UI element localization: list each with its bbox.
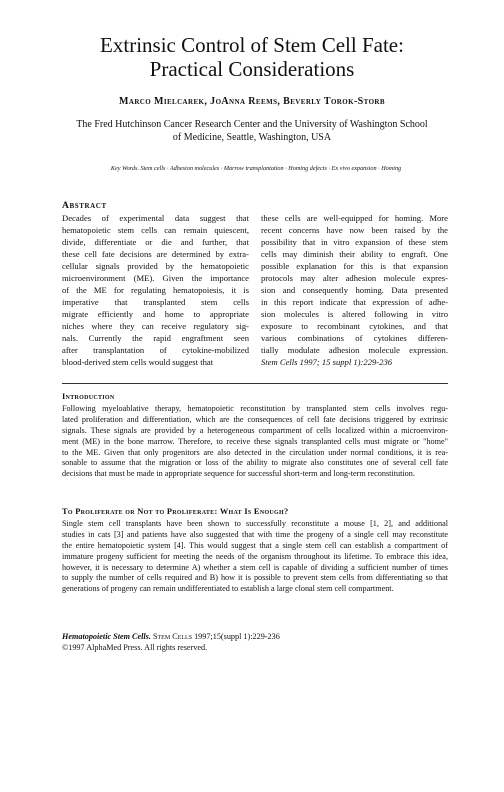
keywords-label: Key Words. — [110, 165, 139, 172]
title-line-1: Extrinsic Control of Stem Cell Fate: — [100, 33, 404, 57]
title-line-2: Practical Considerations — [149, 57, 355, 81]
affiliation-line-1: The Fred Hutchinson Cancer Research Center and the University of Washington School — [76, 119, 428, 130]
proliferate-line: studies in cats [3] and patients have also suggested that with time the progeny of a single cell may reconstitute — [62, 529, 448, 539]
paper-title — [40, 33, 464, 81]
abstract-line: in this report indicate that expression of adhe- — [261, 297, 448, 307]
abstract-line: after transplantation of cytokine-mobilized — [62, 345, 249, 355]
abstract-line: tially modulate adhesion molecule expression. — [261, 345, 448, 355]
footer-citation-line — [62, 632, 448, 643]
introduction-line: sonable to assume that the migration or loss of the ability to migrate also constitutes one of several cell fate — [62, 458, 448, 468]
keywords-list: Stem cells · Adhesion molecules · Marrow transplantation · Homing defects · Ex vivo expansion · Homing — [140, 165, 402, 172]
abstract-line: sion and consequently homing. Data presented — [261, 285, 448, 295]
abstract-line: these cells are well-equipped for homing. More — [261, 213, 448, 223]
footer-citation: 1997;15(suppl 1):229-236 — [194, 632, 280, 641]
abstract-line: cellular signals provided by the hematopoietic — [62, 261, 249, 271]
abstract-line: niches where they can receive regulatory sig- — [62, 321, 249, 331]
footer-stem-cells: Stem Cells — [152, 632, 193, 641]
introduction-line: signals. These signals are provided by a heterogeneous compartment of cells localized within a microenviron- — [62, 425, 448, 435]
journal-footer — [62, 632, 448, 653]
proliferate-line: Single stem cell transplants have been shown to successfully reconstitute a mouse [1, 2], and additional — [62, 519, 448, 528]
introduction-line: lated proliferation and differentiation, which are the consequences of cell fate decisions triggered by extrinsic — [62, 414, 448, 424]
abstract-line: exposure to recombinant cytokines, and that — [261, 321, 448, 331]
abstract-line: hematopoietic stem cells can remain quiescent, — [62, 225, 249, 235]
introduction-heading: Introduction — [62, 392, 115, 401]
affiliation-line-2: of Medicine, Seattle, Washington, USA — [172, 132, 332, 143]
abstract-line: cells may diminish their ability to engraft. One — [261, 249, 448, 259]
abstract-line: Decades of experimental data suggest that — [62, 213, 249, 223]
abstract-line: sion molecules is altered following in vitro — [261, 309, 448, 319]
introduction-line: Following myeloablative therapy, hematopoietic reconstitution by transplanted stem cells involves regu- — [62, 404, 448, 413]
abstract-line: recent concerns have now been raised by the — [261, 225, 448, 235]
proliferate-line: generations of progeny can remain undifferentiated to establish a large clonal stem cell compartment. — [62, 584, 394, 594]
proliferate-line: to supply the number of cells required and B) how it is possible to prevent stem cells from differentiating so that — [62, 573, 448, 583]
abstract-line: protocols may alter adhesion molecule expres- — [261, 273, 448, 283]
abstract-line: various combinations of cytokines differen- — [261, 333, 448, 343]
introduction-line: to the ME. Given that only progenitors are also detected in the circulation under normal conditions, it is rea- — [62, 447, 448, 457]
keywords — [56, 165, 456, 172]
introduction-line: decisions that must be made in appropriate sequence for successful short-term and long-term reconstitution. — [62, 469, 415, 479]
abstract-line: blood-derived stem cells would suggest that — [62, 357, 214, 367]
introduction-paragraph — [62, 404, 448, 480]
abstract-line: possible explanation for this is that expansion — [261, 261, 448, 271]
proliferate-line: however, it is necessary to determine A) whether a stem cell is capable of dividing a sufficient number of times — [62, 562, 448, 572]
abstract-right-column — [261, 212, 448, 368]
abstract-line: divide, differentiate or die and further, that — [62, 237, 249, 247]
proliferate-heading: To Proliferate or Not to Proliferate: What Is Enough? — [62, 507, 289, 516]
abstract-line: imperative that transplanted stem cells — [62, 297, 249, 307]
proliferate-line: the entire hematopoietic system [4]. This would suggest that a single stem cell can establish a compartment of — [62, 540, 448, 550]
abstract-line: migrate efficiently and home to appropriate — [62, 309, 249, 319]
abstract-citation: Stem Cells 1997; 15 suppl 1):229-236 — [261, 357, 393, 367]
section-divider — [62, 383, 448, 384]
abstract-line: these cell fate decisions are determined by extra- — [62, 249, 249, 259]
affiliation — [60, 118, 444, 144]
proliferate-paragraph — [62, 519, 448, 595]
footer-copyright: ©1997 AlphaMed Press. All rights reserved. — [62, 642, 208, 652]
footer-journal: Hematopoietic Stem Cells. — [62, 632, 151, 641]
introduction-line: ment (ME) in the bone marrow. Therefore, to receive these signals transplanted cells must migrate or "home" — [62, 436, 448, 446]
abstract-line: of the ME for regulating hematopoiesis, it is — [62, 285, 249, 295]
author-list: Marco Mielcarek, JoAnna Reems, Beverly Torok-Storb — [119, 96, 385, 107]
abstract-left-column — [62, 212, 249, 368]
proliferate-line: immature progeny sufficient for meeting the needs of the organism throughout its lifetime. To embrace this idea, — [62, 551, 448, 561]
abstract-line: nals. Currently the rapid engraftment seen — [62, 333, 249, 343]
abstract-line: microenvironment (ME). Given the importance — [62, 273, 249, 283]
abstract-heading: Abstract — [62, 201, 107, 211]
abstract-line: possibility that in vitro expansion of these stem — [261, 237, 448, 247]
